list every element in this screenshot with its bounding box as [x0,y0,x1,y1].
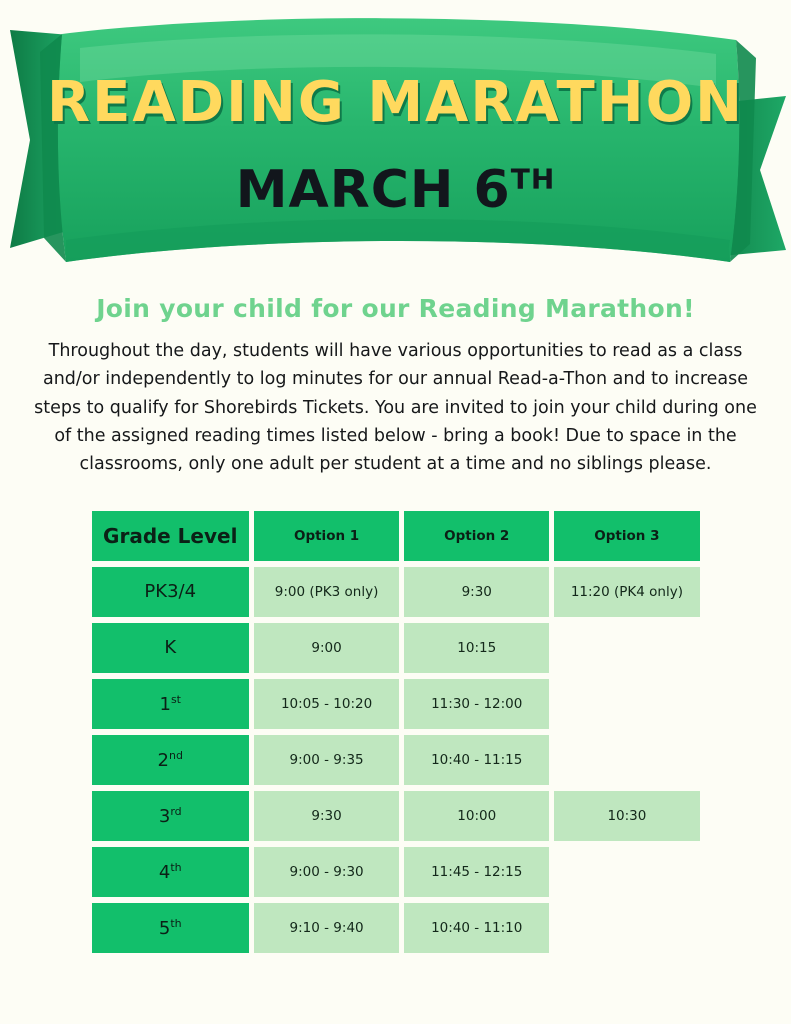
banner [0,0,791,290]
time-slot-cell: 9:30 [404,567,549,617]
table-row [92,567,700,617]
grade-level-label: PK3/4 [144,581,197,603]
grade-level-cell [92,791,250,841]
column-header-option-2: Option 2 [404,511,549,561]
empty-cell [554,903,699,953]
time-slot-cell: 10:40 - 11:10 [404,903,549,953]
time-slot-cell: 10:40 - 11:15 [404,735,549,785]
grade-level-label: K [164,637,177,659]
time-slot-cell: 11:20 (PK4 only) [554,567,699,617]
schedule-table [87,505,705,959]
time-slot-cell: 10:05 - 10:20 [254,679,399,729]
grade-level-ordinal: th [170,916,182,930]
time-slot-cell: 9:00 [254,623,399,673]
grade-level-ordinal: st [170,692,181,706]
table-row [92,623,700,673]
grade-level-cell [92,623,250,673]
time-slot-cell: 9:00 (PK3 only) [254,567,399,617]
empty-cell [554,679,699,729]
time-slot-cell: 11:30 - 12:00 [404,679,549,729]
grade-level-label: 5 [158,917,171,939]
table-row [92,847,700,897]
grade-level-label: 4 [158,861,171,883]
time-slot-cell: 9:00 - 9:35 [254,735,399,785]
body-paragraph: Throughout the day, students will have various opportunities to read as a class and/or independently to log minutes for our annual Read-a-Thon and to increase steps to qualify for Shorebirds Tickets. You are invited to join your child during one of the assigned reading times listed below - bring a book! Due to space in the classrooms, only one adult per student at a time and no siblings please. [34,341,757,475]
column-header-option-1: Option 1 [254,511,399,561]
table-row [92,679,700,729]
grade-level-ordinal: rd [170,804,182,818]
grade-level-cell [92,567,250,617]
table-row [92,903,700,953]
poster-date-ordinal: TH [510,162,556,196]
grade-level-label: 3 [158,805,171,827]
grade-level-label: 1 [159,693,171,715]
table-row [92,791,700,841]
time-slot-cell: 10:15 [404,623,549,673]
time-slot-cell: 9:10 - 9:40 [254,903,399,953]
time-slot-cell: 11:45 - 12:15 [404,847,549,897]
grade-level-cell [92,679,250,729]
empty-cell [554,847,699,897]
table-header-row [92,511,700,561]
time-slot-cell: 10:00 [404,791,549,841]
empty-cell [554,623,699,673]
invitation-headline: Join your child for our Reading Marathon! [96,294,695,323]
grade-level-ordinal: th [170,860,182,874]
grade-level-cell [92,903,250,953]
poster-title: READING MARATHON [46,70,745,135]
column-header-option-3: Option 3 [554,511,699,561]
column-header-grade: Grade Level [92,511,250,561]
ribbon-banner-icon [0,0,791,290]
grade-level-label: 2 [157,749,169,771]
time-slot-cell: 9:30 [254,791,399,841]
grade-level-ordinal: nd [168,748,183,762]
poster-date-text: MARCH 6 [235,160,511,220]
table-row [92,735,700,785]
grade-level-cell [92,847,250,897]
time-slot-cell: 10:30 [554,791,699,841]
grade-level-cell [92,735,250,785]
empty-cell [554,735,699,785]
time-slot-cell: 9:00 - 9:30 [254,847,399,897]
